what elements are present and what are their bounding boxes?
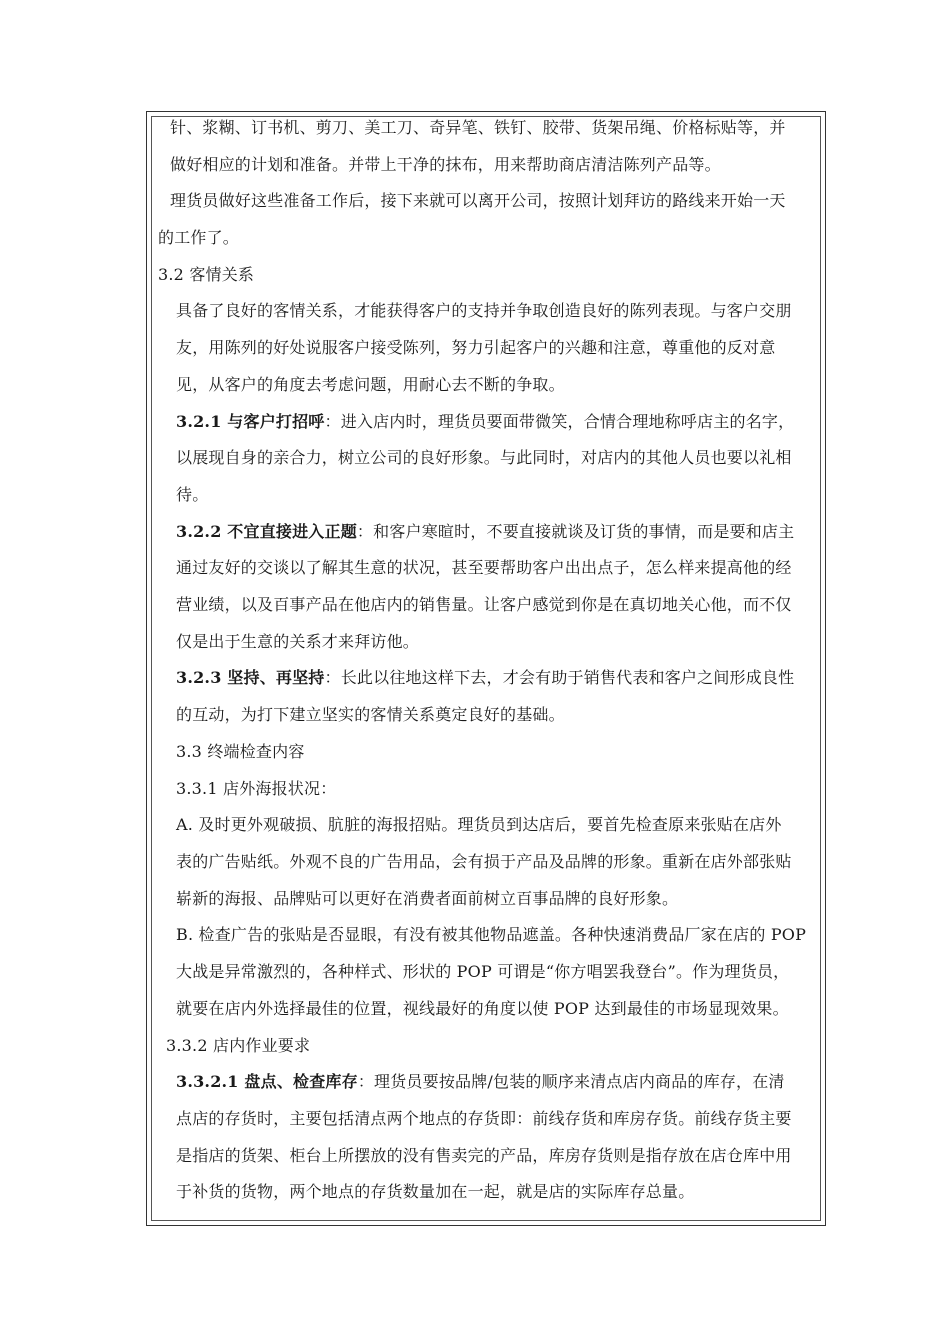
subsection-heading: 3.2.1 与客户打招呼 <box>176 412 325 431</box>
text-line <box>176 1182 694 1202</box>
text-line <box>176 889 678 909</box>
text-line <box>176 522 794 542</box>
text-line <box>176 632 419 652</box>
text-line <box>176 1109 792 1129</box>
line-text: 于补货的货物，两个地点的存货数量加在一起，就是店的实际库存总量。 <box>176 1182 695 1201</box>
section-heading <box>176 742 305 762</box>
line-text: 以展现自身的亲合力，树立公司的良好形象。与此同时，对店内的其他人员也要以礼相 <box>176 448 792 467</box>
line-text: ：和客户寒暄时，不要直接就谈及订货的事情，而是要和店主 <box>356 522 795 541</box>
text-line <box>176 448 792 468</box>
text-line <box>176 999 789 1019</box>
line-text: 点店的存货时，主要包括清点两个地点的存货即：前线存货和库房存货。前线存货主要 <box>176 1109 792 1128</box>
subsection-heading <box>166 1036 310 1056</box>
text-line <box>176 1146 792 1166</box>
line-text: 针、浆糊、订书机、剪刀、美工刀、奇异笔、铁钉、胶带、货架吊绳、价格标贴等，并 <box>170 118 786 137</box>
text-line <box>176 412 794 432</box>
line-text: 理货员做好这些准备工作后，接下来就可以离开公司，按照计划拜访的路线来开始一天 <box>170 191 786 210</box>
heading-text: 3.2 客情关系 <box>158 265 255 284</box>
line-text: ：长此以往地这样下去，才会有助于销售代表和客户之间形成良性 <box>324 668 795 687</box>
line-text: ：进入店内时，理货员要面带微笑，合情合理地称呼店主的名字， <box>324 412 795 431</box>
line-text: 仅是出于生意的关系才来拜访他。 <box>176 632 420 651</box>
line-text: 具备了良好的客情关系，才能获得客户的支持并争取创造良好的陈列表现。与客户交朋 <box>176 301 792 320</box>
line-text: A. 及时更外观破损、肮脏的海报招贴。理货员到达店后，要首先检查原来张贴在店外 <box>176 815 782 834</box>
text-line <box>176 338 775 358</box>
line-text: 待。 <box>176 485 209 504</box>
line-text: 友，用陈列的好处说服客户接受陈列，努力引起客户的兴趣和注意，尊重他的反对意 <box>176 338 776 357</box>
text-line <box>176 815 782 835</box>
text-line <box>170 118 786 138</box>
text-line <box>176 925 806 945</box>
text-line <box>176 485 208 505</box>
text-line <box>170 155 721 175</box>
line-text: 做好相应的计划和准备。并带上干净的抹布，用来帮助商店清洁陈列产品等。 <box>170 155 721 174</box>
line-text: 营业绩，以及百事产品在他店内的销售量。让客户感觉到你是在真切地关心他，而不仅 <box>176 595 792 614</box>
heading-text: 3.3 终端检查内容 <box>176 742 305 761</box>
line-text: 崭新的海报、品牌贴可以更好在消费者面前树立百事品牌的良好形象。 <box>176 889 679 908</box>
text-line <box>176 852 792 872</box>
text-line <box>176 1072 785 1092</box>
subsection-heading: 3.2.2 不宜直接进入正题 <box>176 522 357 541</box>
line-text: B. 检查广告的张贴是否显眼，有没有被其他物品遮盖。各种快速消费品厂家在店的 POP <box>176 925 807 944</box>
heading-text: 3.3.1 店外海报状况： <box>176 779 337 798</box>
subsection-heading <box>176 779 336 799</box>
text-line <box>170 191 786 211</box>
section-heading <box>158 265 254 285</box>
line-text: 表的广告贴纸。外观不良的广告用品，会有损于产品及品牌的形象。重新在店外部张贴 <box>176 852 792 871</box>
line-text: 见，从客户的角度去考虑问题，用耐心去不断的争取。 <box>176 375 565 394</box>
text-line <box>176 595 792 615</box>
line-text: 的互动，为打下建立坚实的客情关系奠定良好的基础。 <box>176 705 565 724</box>
line-text: 大战是异常激烈的，各种样式、形状的 POP 可谓是“你方唱罢我登台”。作为理货员， <box>176 962 790 981</box>
subsection-heading: 3.2.3 坚持、再坚持 <box>176 668 325 687</box>
line-text: ：理货员要按品牌/包装的顺序来清点店内商品的库存，在清 <box>357 1072 785 1091</box>
text-line <box>176 301 792 321</box>
line-text: 就要在店内外选择最佳的位置，视线最好的角度以使 POP 达到最佳的市场显现效果。 <box>176 999 789 1018</box>
text-line <box>158 228 239 248</box>
text-line <box>176 375 565 395</box>
line-text: 通过友好的交谈以了解其生意的状况，甚至要帮助客户出出点子，怎么样来提高他的经 <box>176 558 792 577</box>
text-line <box>176 558 792 578</box>
text-line <box>176 962 789 982</box>
line-text: 的工作了。 <box>158 228 240 247</box>
text-line <box>176 705 565 725</box>
heading-text: 3.3.2 店内作业要求 <box>166 1036 311 1055</box>
text-line <box>176 668 794 688</box>
subsection-heading: 3.3.2.1 盘点、检查库存 <box>176 1072 358 1091</box>
line-text: 是指店的货架、柜台上所摆放的没有售卖完的产品，库房存货则是指存放在店仓库中用 <box>176 1146 792 1165</box>
